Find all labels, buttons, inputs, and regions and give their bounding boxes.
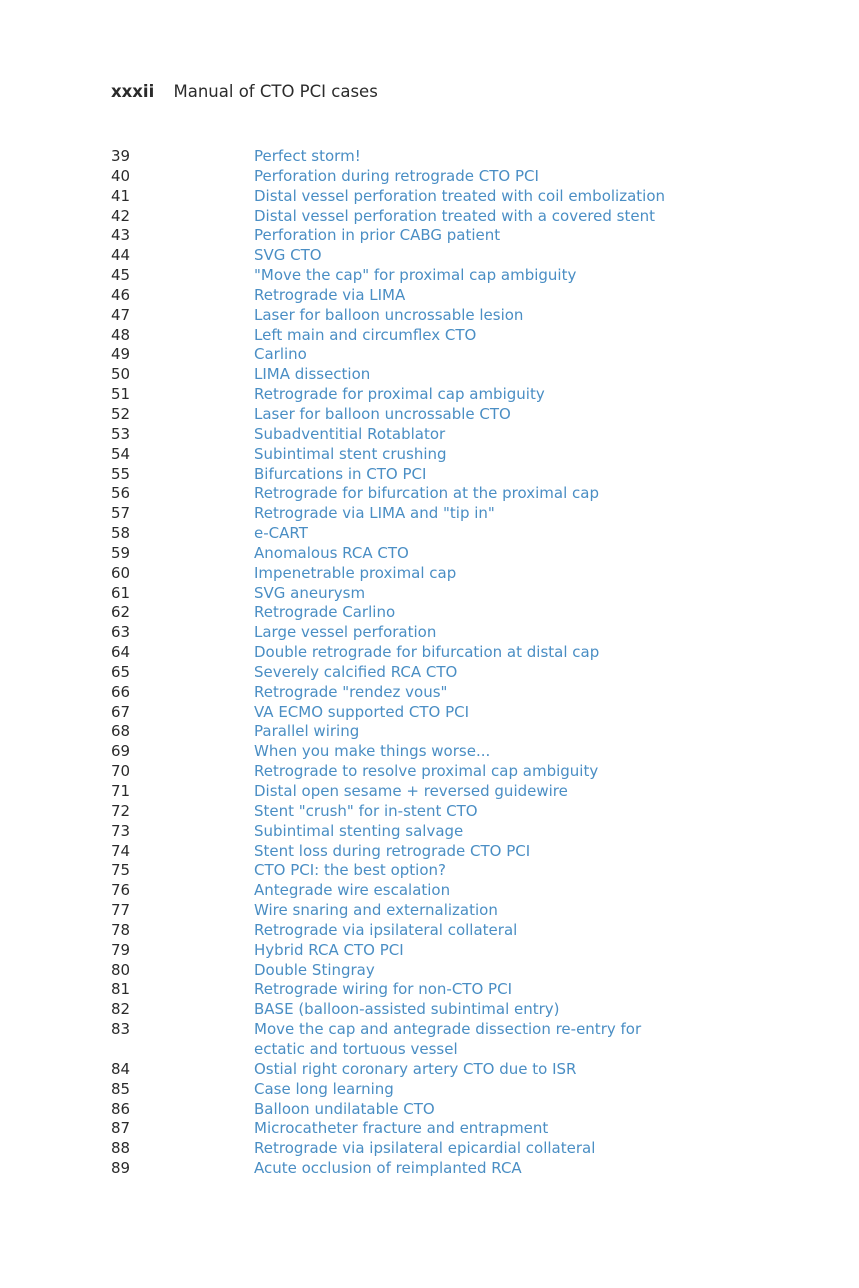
list-item <box>111 1119 811 1139</box>
list-item <box>111 207 811 227</box>
case-title-link[interactable]: Double Stingray <box>254 960 375 979</box>
list-item <box>111 524 811 544</box>
case-number: 61 <box>111 583 131 602</box>
case-title-link[interactable]: Retrograde via LIMA and "tip in" <box>254 504 495 523</box>
case-number: 64 <box>111 643 131 662</box>
case-number: 41 <box>111 186 131 205</box>
list-item <box>111 226 811 246</box>
list-item <box>111 980 811 1000</box>
case-number: 78 <box>111 920 131 939</box>
list-item <box>111 306 811 326</box>
case-number: 83 <box>111 1020 131 1039</box>
case-title-link[interactable]: Stent loss during retrograde CTO PCI <box>254 841 531 860</box>
case-title-link[interactable]: Laser for balloon uncrossable CTO <box>254 404 511 423</box>
case-title-link[interactable]: Severely calcified RCA CTO <box>254 662 458 681</box>
case-number: 87 <box>111 1119 131 1138</box>
case-number: 86 <box>111 1099 131 1118</box>
case-number: 49 <box>111 345 131 364</box>
case-number: 69 <box>111 742 131 761</box>
case-title-link[interactable]: Distal open sesame + reversed guidewire <box>254 782 568 800</box>
case-title-link[interactable]: Retrograde Carlino <box>254 603 396 622</box>
case-number: 84 <box>111 1059 131 1078</box>
case-title-link[interactable]: Subintimal stent crushing <box>254 444 447 463</box>
case-number: 44 <box>111 246 131 265</box>
case-number: 73 <box>111 821 131 840</box>
list-item <box>111 484 811 504</box>
case-title-link[interactable]: Move the cap and antegrade dissection re-entry for ectatic and tortuous vessel <box>254 1020 642 1058</box>
list-item <box>111 405 811 425</box>
list-item <box>111 1139 811 1159</box>
list-item <box>111 365 811 385</box>
case-title-link[interactable]: When you make things worse... <box>254 742 491 761</box>
case-title-link[interactable]: Antegrade wire escalation <box>254 881 451 900</box>
case-number: 70 <box>111 762 131 781</box>
list-item <box>111 1060 811 1080</box>
case-title-link[interactable]: Retrograde via ipsilateral collateral <box>254 920 518 939</box>
list-item <box>111 643 811 663</box>
list-item <box>111 683 811 703</box>
case-number: 53 <box>111 424 131 443</box>
case-number: 67 <box>111 702 131 721</box>
list-item <box>111 822 811 842</box>
case-title-link[interactable]: Impenetrable proximal cap <box>254 563 457 582</box>
case-title-link[interactable]: Left main and circumflex CTO <box>254 325 477 344</box>
case-number: 68 <box>111 722 131 741</box>
list-item <box>111 1100 811 1120</box>
case-title-link[interactable]: VA ECMO supported CTO PCI <box>254 702 470 721</box>
case-title-link[interactable]: Perforation during retrograde CTO PCI <box>254 166 539 185</box>
case-title-link[interactable]: Distal vessel perforation treated with a covered stent <box>254 206 655 225</box>
list-item <box>111 286 811 306</box>
case-number: 45 <box>111 266 131 285</box>
case-title-link[interactable]: SVG aneurysm <box>254 583 366 602</box>
list-item <box>111 663 811 683</box>
case-title-link[interactable]: Anomalous RCA CTO <box>254 543 409 562</box>
list-item <box>111 722 811 742</box>
case-number: 52 <box>111 404 131 423</box>
case-number: 56 <box>111 484 131 503</box>
case-number: 60 <box>111 563 131 582</box>
case-title-link[interactable]: Wire snaring and externalization <box>254 901 498 920</box>
case-number: 75 <box>111 861 131 880</box>
case-number: 76 <box>111 881 131 900</box>
list-item <box>111 842 811 862</box>
case-number: 65 <box>111 662 131 681</box>
case-title-link[interactable]: Retrograde "rendez vous" <box>254 682 448 701</box>
list-item <box>111 504 811 524</box>
list-item <box>111 901 811 921</box>
case-number: 48 <box>111 325 131 344</box>
list-item <box>111 345 811 365</box>
list-item <box>111 147 811 167</box>
case-number: 88 <box>111 1139 131 1158</box>
case-title-link[interactable]: Perforation in prior CABG patient <box>254 226 501 245</box>
case-number: 40 <box>111 166 131 185</box>
case-title-link[interactable]: Retrograde via ipsilateral epicardial collateral <box>254 1139 596 1158</box>
case-number: 46 <box>111 285 131 304</box>
list-item <box>111 802 811 822</box>
case-title-link[interactable]: CTO PCI: the best option? <box>254 861 446 880</box>
case-title-link[interactable]: Bifurcations in CTO PCI <box>254 464 427 483</box>
case-number: 80 <box>111 960 131 979</box>
case-number: 55 <box>111 464 131 483</box>
case-title-link[interactable]: Retrograde via LIMA <box>254 285 406 304</box>
case-title-link[interactable]: Retrograde for proximal cap ambiguity <box>254 385 545 404</box>
list-item <box>111 266 811 286</box>
list-item <box>111 742 811 762</box>
list-item <box>111 425 811 445</box>
list-item <box>111 584 811 604</box>
case-number: 82 <box>111 1000 131 1019</box>
list-item <box>111 782 811 802</box>
list-item <box>111 1080 811 1100</box>
case-title-link[interactable]: Carlino <box>254 345 307 364</box>
list-item <box>111 246 811 266</box>
case-number: 42 <box>111 206 131 225</box>
case-title-link[interactable]: Perfect storm! <box>254 147 361 165</box>
case-title-link[interactable]: Microcatheter fracture and entrapment <box>254 1119 549 1138</box>
case-title-link[interactable]: Subintimal stenting salvage <box>254 821 464 840</box>
case-number: 74 <box>111 841 131 860</box>
case-title-link[interactable]: Large vessel perforation <box>254 623 437 642</box>
list-item <box>111 564 811 584</box>
case-number: 66 <box>111 682 131 701</box>
case-list <box>111 147 811 1179</box>
case-title-link[interactable]: Subadventitial Rotablator <box>254 424 446 443</box>
case-title-link[interactable]: Case long learning <box>254 1079 394 1098</box>
case-number: 57 <box>111 504 131 523</box>
case-title-link[interactable]: Stent "crush" for in-stent CTO <box>254 801 478 820</box>
case-title-link[interactable]: Laser for balloon uncrossable lesion <box>254 305 524 324</box>
case-number: 51 <box>111 385 131 404</box>
case-number: 79 <box>111 940 131 959</box>
case-title-link[interactable]: Parallel wiring <box>254 722 360 741</box>
case-title-link[interactable]: Retrograde wiring for non-CTO PCI <box>254 980 512 999</box>
case-title-link[interactable]: "Move the cap" for proximal cap ambiguity <box>254 266 577 285</box>
list-item <box>111 1159 811 1179</box>
list-item <box>111 167 811 187</box>
page-header <box>111 82 378 101</box>
case-title-link[interactable]: Retrograde for bifurcation at the proximal cap <box>254 484 599 503</box>
list-item <box>111 187 811 207</box>
case-number: 71 <box>111 782 131 800</box>
case-number: 58 <box>111 524 131 543</box>
case-title-link[interactable]: LIMA dissection <box>254 365 371 384</box>
case-number: 43 <box>111 226 131 245</box>
list-item <box>111 445 811 465</box>
case-title-link[interactable]: Hybrid RCA CTO PCI <box>254 940 404 959</box>
case-number: 72 <box>111 801 131 820</box>
list-item <box>111 762 811 782</box>
list-item <box>111 465 811 485</box>
list-item <box>111 921 811 941</box>
case-title-link[interactable]: BASE (balloon-assisted subintimal entry) <box>254 1000 560 1019</box>
list-item <box>111 703 811 723</box>
case-number: 63 <box>111 623 131 642</box>
list-item <box>111 326 811 346</box>
case-number: 59 <box>111 543 131 562</box>
case-number: 81 <box>111 980 131 999</box>
list-item <box>111 941 811 961</box>
list-item <box>111 385 811 405</box>
list-item <box>111 544 811 564</box>
list-item <box>111 623 811 643</box>
case-title-link[interactable]: Double retrograde for bifurcation at distal cap <box>254 643 600 662</box>
page-number: xxxii <box>111 82 155 101</box>
case-title-link[interactable]: SVG CTO <box>254 246 322 265</box>
case-number: 89 <box>111 1159 131 1178</box>
list-item <box>111 881 811 901</box>
case-number: 77 <box>111 901 131 920</box>
list-item <box>111 961 811 981</box>
list-item <box>111 1020 811 1060</box>
case-title-link[interactable]: Distal vessel perforation treated with coil embolization <box>254 186 666 205</box>
case-title-link[interactable]: Retrograde to resolve proximal cap ambiguity <box>254 762 599 781</box>
list-item <box>111 861 811 881</box>
case-title-link[interactable]: Balloon undilatable CTO <box>254 1099 435 1118</box>
case-title-link[interactable]: e-CART <box>254 524 308 543</box>
case-number: 50 <box>111 365 131 384</box>
list-item <box>111 1000 811 1020</box>
case-number: 39 <box>111 147 131 165</box>
list-item <box>111 603 811 623</box>
case-number: 85 <box>111 1079 131 1098</box>
case-title-link[interactable]: Acute occlusion of reimplanted RCA <box>254 1159 522 1178</box>
case-title-link[interactable]: Ostial right coronary artery CTO due to ISR <box>254 1059 577 1078</box>
case-number: 47 <box>111 305 131 324</box>
running-title: Manual of CTO PCI cases <box>173 82 378 101</box>
case-number: 62 <box>111 603 131 622</box>
case-number: 54 <box>111 444 131 463</box>
